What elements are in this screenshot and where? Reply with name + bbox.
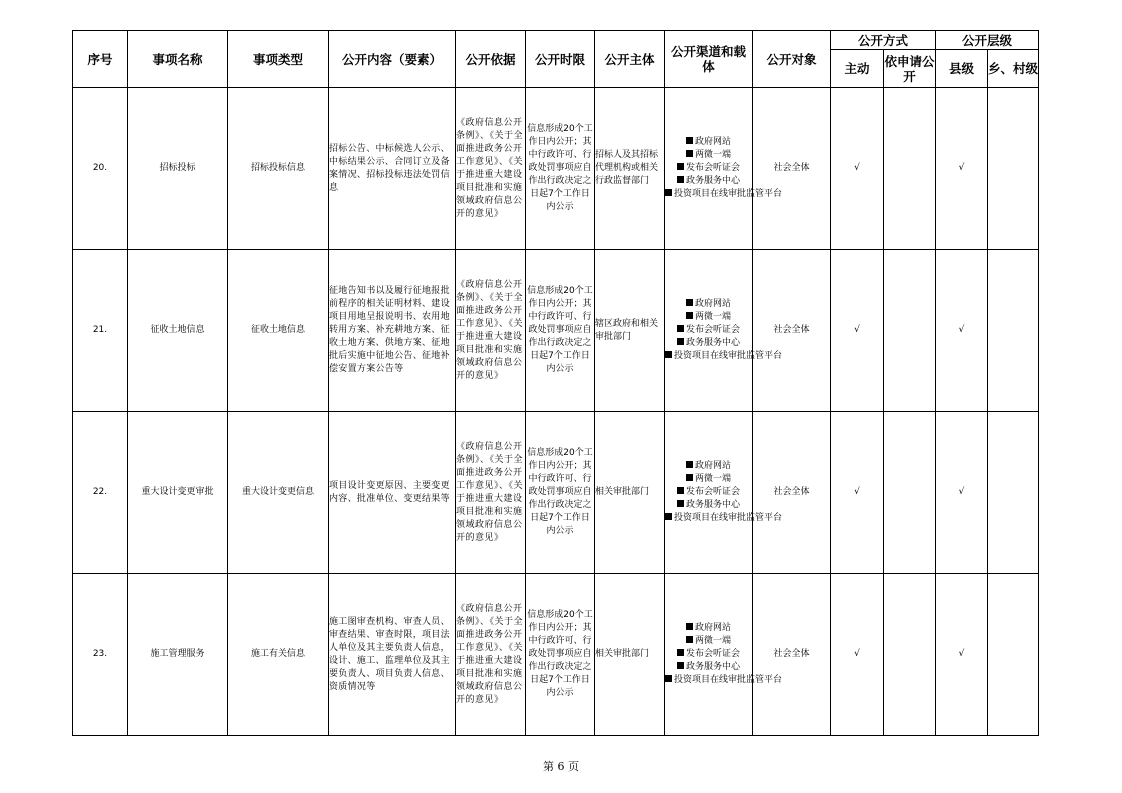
table-row (73, 574, 1039, 736)
channel-label: 投资项目在线审批监管平台 (674, 351, 783, 361)
row-time-limit: 信息形成20个工作日内公开；其中行政许可、行政处罚事项应自作出行政决定之日起7个工作日内公示 (526, 88, 595, 250)
header-method-request: 依申请公开 (884, 50, 936, 88)
square-bullet-icon (686, 636, 693, 643)
header-seq: 序号 (73, 31, 128, 88)
channel-item (665, 648, 752, 661)
table-row (73, 412, 1039, 574)
row-level-town (988, 574, 1039, 736)
header-audience: 公开对象 (753, 31, 831, 88)
row-item-type: 重大设计变更信息 (228, 412, 329, 574)
square-bullet-icon (677, 487, 684, 494)
channel-item (665, 635, 752, 648)
channel-label: 发布会听证会 (685, 487, 740, 497)
header-level-county: 县级 (936, 50, 988, 88)
row-item-type: 施工有关信息 (228, 574, 329, 736)
channel-label: 发布会听证会 (685, 649, 740, 659)
channel-item (665, 350, 783, 363)
header-level: 公开层级 (936, 31, 1039, 50)
row-item-name: 征收土地信息 (128, 250, 228, 412)
square-bullet-icon (677, 163, 684, 170)
row-audience: 社会全体 (753, 412, 831, 574)
row-content: 施工图审查机构、审查人员、审查结果、审查时限，项目法人单位及其主要负责人信息，设计、施工、监理单位及其主要负责人、项目负责人信息、资质情况等 (329, 574, 456, 736)
channel-label: 政务服务中心 (685, 176, 740, 186)
square-bullet-icon (686, 150, 693, 157)
square-bullet-icon (686, 137, 693, 144)
square-bullet-icon (665, 189, 672, 196)
row-method-active: √ (831, 574, 884, 736)
square-bullet-icon (677, 500, 684, 507)
row-seq: 22. (73, 412, 128, 574)
square-bullet-icon (686, 461, 693, 468)
channel-label: 两微一端 (694, 150, 731, 160)
row-seq: 21. (73, 250, 128, 412)
square-bullet-icon (665, 351, 672, 358)
row-level-county: √ (936, 88, 988, 250)
row-seq: 23. (73, 574, 128, 736)
page-number: 第 6 页 (543, 760, 579, 773)
channel-label: 政府网站 (694, 299, 731, 309)
row-audience: 社会全体 (753, 574, 831, 736)
channel-label: 两微一端 (694, 312, 731, 322)
row-subject: 辖区政府和相关审批部门 (595, 250, 665, 412)
row-method-active: √ (831, 88, 884, 250)
header-basis: 公开依据 (456, 31, 526, 88)
row-level-county: √ (936, 250, 988, 412)
row-method-request (884, 250, 936, 412)
channel-item (665, 188, 783, 201)
channel-label: 投资项目在线审批监管平台 (674, 189, 783, 199)
channel-item (665, 136, 752, 149)
header-method-active: 主动 (831, 50, 884, 88)
row-basis: 《政府信息公开条例》、《关于全面推进政务公开工作意见》、《关于推进重大建设项目批准和实施领域政府信息公开的意见》 (456, 88, 526, 250)
table-row (73, 88, 1039, 250)
row-method-request (884, 574, 936, 736)
row-audience: 社会全体 (753, 250, 831, 412)
square-bullet-icon (686, 623, 693, 630)
channel-item (665, 473, 752, 486)
channel-label: 政务服务中心 (685, 338, 740, 348)
channel-label: 投资项目在线审批监管平台 (674, 513, 783, 523)
table-row (73, 250, 1039, 412)
row-channels (665, 574, 783, 736)
channel-label: 两微一端 (694, 636, 731, 646)
channel-item (665, 337, 752, 350)
row-content: 征地告知书以及履行征地报批前程序的相关证明材料、建设项目用地呈报说明书、农用地转用方案、补充耕地方案、征收土地方案、供地方案、征地批后实施中征地公告、征地补偿安置方案公告等 (329, 250, 456, 412)
header-channel: 公开渠道和载体 (665, 31, 753, 88)
header-content: 公开内容（要素） (329, 31, 456, 88)
channel-item (665, 324, 752, 337)
row-subject: 招标人及其招标代理机构或相关行政监督部门 (595, 88, 665, 250)
row-level-town (988, 412, 1039, 574)
row-channels (665, 412, 783, 574)
channel-item (665, 499, 752, 512)
row-method-active: √ (831, 250, 884, 412)
square-bullet-icon (677, 649, 684, 656)
channel-item (665, 311, 752, 324)
row-item-name: 招标投标 (128, 88, 228, 250)
row-basis: 《政府信息公开条例》、《关于全面推进政务公开工作意见》、《关于推进重大建设项目批准和实施领域政府信息公开的意见》 (456, 250, 526, 412)
row-time-limit: 信息形成20个工作日内公开；其中行政许可、行政处罚事项应自作出行政决定之日起7个工作日内公示 (526, 412, 595, 574)
row-content: 招标公告、中标候选人公示、中标结果公示、合同订立及备案情况、招标投标违法处罚信息 (329, 88, 456, 250)
channel-item (665, 162, 752, 175)
channel-item (665, 149, 752, 162)
row-method-active: √ (831, 412, 884, 574)
row-level-county: √ (936, 412, 988, 574)
row-subject: 相关审批部门 (595, 574, 665, 736)
row-subject: 相关审批部门 (595, 412, 665, 574)
header-item-name: 事项名称 (128, 31, 228, 88)
row-content: 项目设计变更原因、主要变更内容、批准单位、变更结果等 (329, 412, 456, 574)
square-bullet-icon (677, 662, 684, 669)
square-bullet-icon (686, 299, 693, 306)
header-time-limit: 公开时限 (526, 31, 595, 88)
row-method-request (884, 88, 936, 250)
channel-label: 发布会听证会 (685, 325, 740, 335)
channel-label: 政府网站 (694, 137, 731, 147)
channel-item (665, 661, 752, 674)
channel-item (665, 512, 783, 525)
channel-label: 政府网站 (694, 623, 731, 633)
header-subject: 公开主体 (595, 31, 665, 88)
channel-item (665, 622, 752, 635)
row-channels (665, 250, 783, 412)
row-item-type: 招标投标信息 (228, 88, 329, 250)
row-time-limit: 信息形成20个工作日内公开；其中行政许可、行政处罚事项应自作出行政决定之日起7个工作日内公示 (526, 250, 595, 412)
square-bullet-icon (665, 675, 672, 682)
channel-label: 政府网站 (694, 461, 731, 471)
header-item-type: 事项类型 (228, 31, 329, 88)
row-item-name: 施工管理服务 (128, 574, 228, 736)
row-basis: 《政府信息公开条例》、《关于全面推进政务公开工作意见》、《关于推进重大建设项目批准和实施领域政府信息公开的意见》 (456, 574, 526, 736)
channel-label: 两微一端 (694, 474, 731, 484)
row-time-limit: 信息形成20个工作日内公开；其中行政许可、行政处罚事项应自作出行政决定之日起7个工作日内公示 (526, 574, 595, 736)
square-bullet-icon (686, 312, 693, 319)
channel-label: 发布会听证会 (685, 163, 740, 173)
square-bullet-icon (677, 338, 684, 345)
row-level-town (988, 250, 1039, 412)
channel-item (665, 460, 752, 473)
row-item-type: 征收土地信息 (228, 250, 329, 412)
channel-item (665, 175, 752, 188)
square-bullet-icon (686, 474, 693, 481)
square-bullet-icon (677, 176, 684, 183)
channel-label: 政务服务中心 (685, 500, 740, 510)
header-method: 公开方式 (831, 31, 936, 50)
channel-item (665, 674, 783, 687)
row-basis: 《政府信息公开条例》、《关于全面推进政务公开工作意见》、《关于推进重大建设项目批准和实施领域政府信息公开的意见》 (456, 412, 526, 574)
channel-item (665, 298, 752, 311)
square-bullet-icon (665, 513, 672, 520)
row-channels (665, 88, 783, 250)
header-level-town: 乡、村级 (988, 50, 1039, 88)
disclosure-table (72, 30, 1039, 736)
channel-label: 政务服务中心 (685, 662, 740, 672)
row-item-name: 重大设计变更审批 (128, 412, 228, 574)
square-bullet-icon (677, 325, 684, 332)
channel-label: 投资项目在线审批监管平台 (674, 675, 783, 685)
row-level-county: √ (936, 574, 988, 736)
row-audience: 社会全体 (753, 88, 831, 250)
row-method-request (884, 412, 936, 574)
row-level-town (988, 88, 1039, 250)
row-seq: 20. (73, 88, 128, 250)
channel-item (665, 486, 752, 499)
